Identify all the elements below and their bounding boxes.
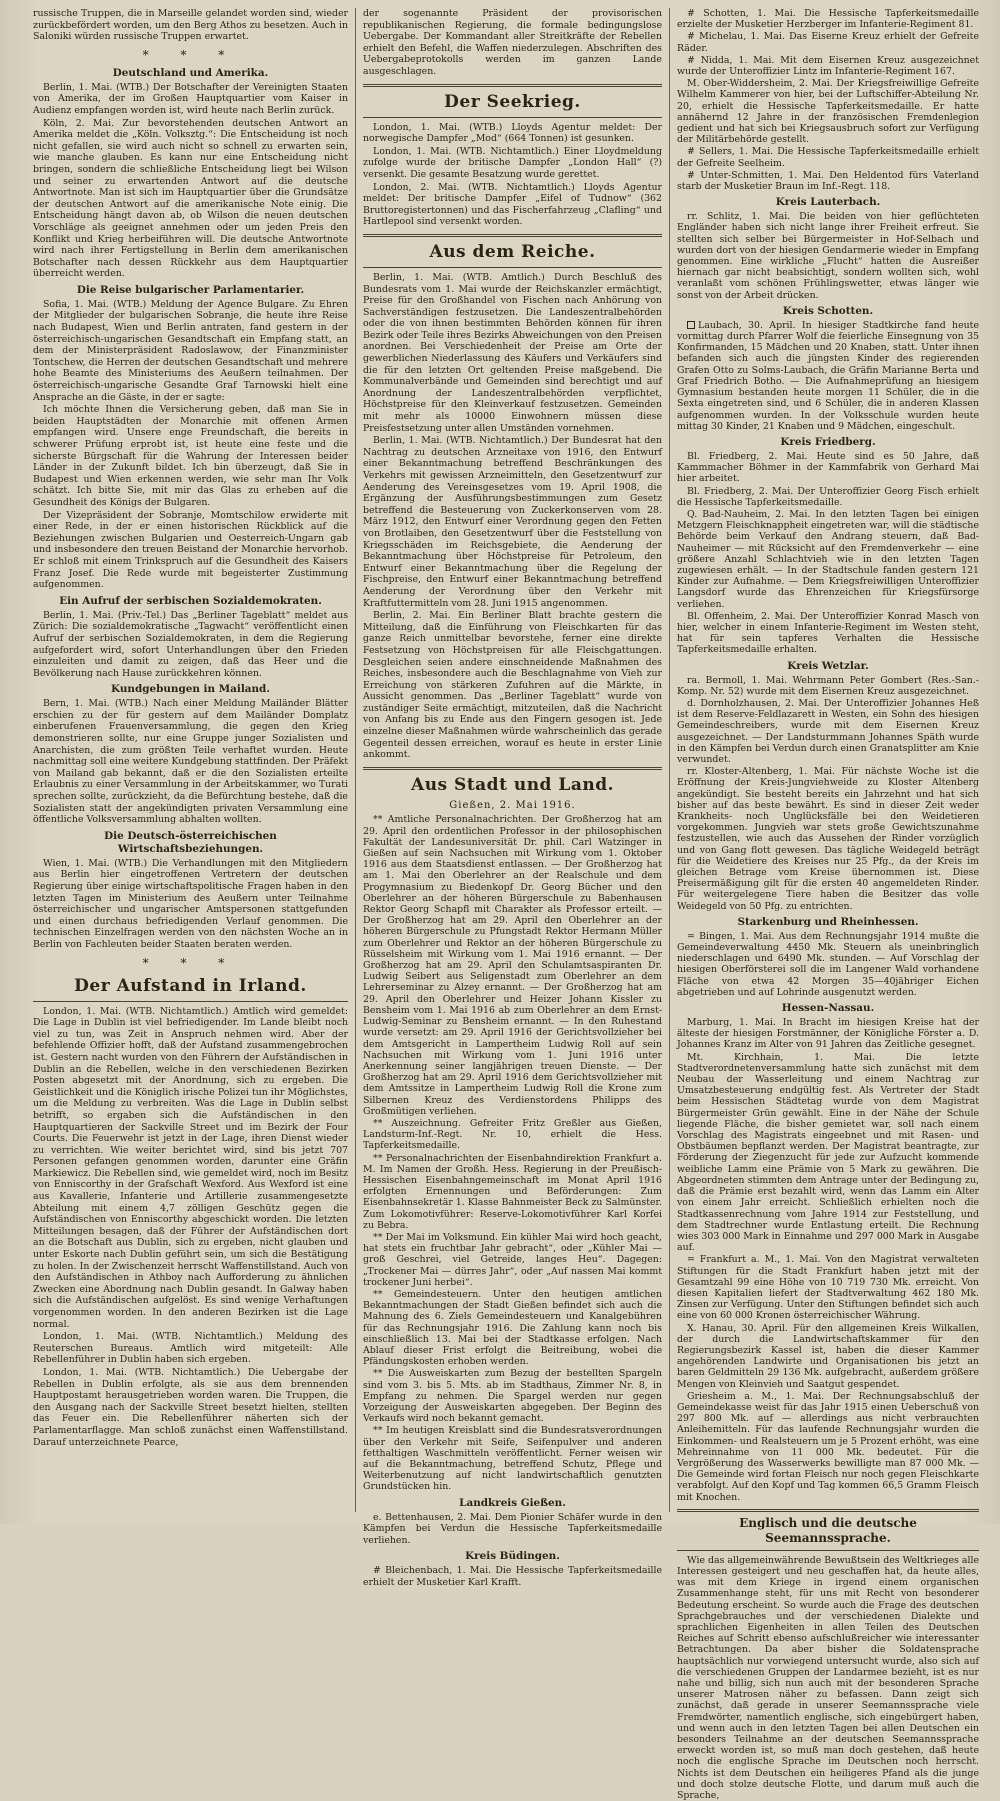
article-paragraph: # Michelau, 1. Mai. Das Eiserne Kreuz erhielt der Gefreite Räder. — [677, 31, 979, 54]
headline-kreis-lauterbach: Kreis Lauterbach. — [775, 196, 881, 209]
article-paragraph: d. Dornholzhausen, 2. Mai. Der Unteroffizier Johannes Heß ist dem Reserve-Feldlazarett in Westen, ein Sohn des hiesigen Gemeindeschreibers, wurde mit dem Eisernen Kreuz ausgezeichnet. — Der Landsturmmann Johannes Späth wurde in den Kämpfen bei Verdun durch einen Granatsplitter am Knie verwundet. — [677, 697, 979, 765]
article-paragraph — [677, 320, 979, 432]
article-paragraph: Ich möchte Ihnen die Versicherung geben, daß man Sie in beiden Hauptstädten der Monarchie mit offenen Armen empfangen wird. Unsere enge Freundschaft, die bereits in schwerer Prüfung erprobt ist, ist heute eine feste und die sicherste Bürgschaft für die Wahrung der Interessen beider Länder in der Zukunft bildet. Ich bin überzeugt, daß Sie in Budapest und Wien erkennen werden, wie sehr man Ihr Volk schätzt. Ich bitte Sie, mit mir das Glas zu erheben auf die Gesundheit des Königs der Bulgaren. — [33, 404, 348, 508]
article-paragraph: ** Der Mai im Volksmund. Ein kühler Mai wird hoch geacht, hat stets ein fruchtbar Jahr gebracht“, oder „Kühler Mai — groß Geschrei, viel Getreide, langes Heu“. Dagegen: „Trockener Mai — dürres Jahr“, oder „Auf nassen Mai kommt trockener Juni herbei“. — [363, 1231, 662, 1288]
article-paragraph: rr. Schlitz, 1. Mai. Die beiden von hier geflüchteten Engländer haben sich nicht lange ihrer Freiheit erfreut. Sie stellten sich selber bei Bürgermeister in Hof-Selbach und wurden dort von der hiesigen Gendarmerie wieder in Empfang genommen. Eine wirkliche „Flucht“ hatten die Ausreißer hiernach gar nicht beabsichtigt, sondern wollten sich, wohl veranlaßt vom schönen Frühlingswetter, etwas länger wie sonst von der Arbeit drücken. — [677, 211, 979, 301]
article-paragraph: London, 2. Mai. (WTB. Nichtamtlich.) Lloyds Agentur meldet: Der britische Dampfer „Eifel of Tudnow“ (362 Bruttoregistertonnen) und das Fischerfahrzeug „Clafling“ und Hartlepool sind versenkt worden. — [363, 181, 662, 228]
article-paragraph: Marburg, 1. Mai. In Bracht im hiesigen Kreise hat der älteste der hiesigen Forstmänner, der Königliche Förster a. D. Johannes Kranz im Alter von 91 Jahren das Zeitliche gesegnet. — [677, 1017, 979, 1051]
article-paragraph: Der Vizepräsident der Sobranje, Momtschilow erwiderte mit einer Rede, in der er einen historischen Rückblick auf die Beziehungen zwischen Bulgarien und Oesterreich-Ungarn gab und insbesondere den treuen Beistand der Monarchie hervorhob. Er schloß mit einem Trinkspruch auf die Gesundheit des Kaisers Franz Josef. Die Rede wurde mit begeisterter Zustimmung aufgenommen. — [33, 509, 348, 591]
headline-rule — [363, 117, 662, 118]
article-paragraph: Wien, 1. Mai. (WTB.) Die Verhandlungen mit den Mitgliedern aus Berlin hier eingetroffenen Vertretern der deutschen Regierung über einige wirtschaftspolitische Fragen haben in den letzten Tagen im Ministerium des Aeußern unter Teilnahme österreichischer und ungarischer Amtspersonen stattgefunden und einen durchaus befriedigenden Verlauf genommen. Die technischen Einzelfragen werden von den nächsten Woche an in Berlin von Fachleuten beider Staaten beraten werden. — [33, 857, 348, 950]
article-paragraph: = Bingen, 1. Mai. Aus dem Rechnungsjahr 1914 mußte die Gemeindeverwaltung 4450 Mk. Steuern als uneinbringlich niederschlagen und 6490 Mk. stunden. — Auf Vorschlag der hiesigen Oberförsterei soll die im Langener Wald vorhandene Fläche von etwa 42 Morgen 35—40jähriger Eichen abgetrieben und auf Lohrinde ausgenutzt werden. — [677, 930, 979, 998]
section-divider-stars: * * * — [142, 955, 239, 970]
column-1 — [26, 8, 356, 1512]
column-3 — [670, 8, 986, 1801]
article-paragraph: # Unter-Schmitten, 1. Mai. Den Heldentod fürs Vaterland starb der Musketier Braun im Inf.-Regt. 118. — [677, 169, 979, 193]
article-paragraph: Bl. Friedberg, 2. Mai. Der Unteroffizier Georg Fisch erhielt die Hessische Tapferkeitsmedaille. — [677, 485, 979, 508]
article-paragraph: London, 1. Mai. (WTB. Nichtamtlich.) Amtlich wird gemeldet: Die Lage in Dublin ist viel befriedigender. Im Lande bleibt noch viel zu tun, was Zeit in Anspruch nehmen wird. Aber der befehlende Offizier hofft, daß der Aufstand zusammengebrochen ist. Gestern nacht wurden von den Führern der Aufständischen in Dublin an die Rebellen, welche in den verschiedenen Bezirken Posten abgesetzt mit der Anordnung, sich zu ergeben. Die Geistlichkeit und die Königlich irische Polizei tun ihr Möglichstes, um die Meldung zu verbreiten. Was die Lage in Dublin selbst betrifft, so ergaben sich die Aufständischen in den Hauptquartieren der Sackville Street und im Bezirk der Four Courts. Die Feuerwehr ist jetzt in der Lage, ihren Dienst wieder zu verrichten. Wie weiter berichtet wird, sind bis jetzt 707 Personen gefangen genommen worden, darunter eine Gräfin Markiewicz. Die Rebellen sind, wie gemeldet wird, noch im Besitz von Enniscorthy in der Grafschaft Wexford. Aus Wexford ist eine aus Kavallerie, Infanterie und Artillerie zusammengesetzte Abteilung mit einem 4,7 zölligen Geschütz gegen die Aufständischen von Enniscorthy abgeschickt worden. Die letzten Mitteilungen besagen, daß der Führer der Aufständischen dort an die Botschaft aus Dublin, sich zu ergeben, nicht glauben und unter Eskorte nach Dublin geführt sein, um sich die Bestätigung zu holen. In der Zwischenzeit herrscht Waffenstillstand. Auch von den Aufständischen in Athboy nach Aufforderung zu ähnlichen Zwecken eine Abordnung nach Dublin gesandt. In Galway haben sich die Aufständischen aufgelöst. Es sind wenige Verhaftungen vorgenommen worden. In den anderen Bezirken ist die Lage normal. — [33, 1005, 348, 1330]
headline-kundgebungen-mailand: Kundgebungen in Mailand. — [111, 683, 270, 696]
article-paragraph: Q. Bad-Nauheim, 2. Mai. In den letzten Tagen bei einigen Metzgern Fleischknappheit eingetreten war, will die städtische Behörde beim Verkauf den Andrang steuern, daß Bad-Nauheimer — mit Rücksicht auf den Fremdenverkehr — eine größere Anzahl Schlachtvieh wie in den letzten Tagen zugewiesen erhält. — In der Stadtschule fanden gestern 121 Kinder zur Aufnahme. — Dem Kriegsfreiwilligen Unteroffizier Langsdorf wurde das Ehrenzeichen für Kriegsfürsorge verliehen. — [677, 508, 979, 610]
headline-seekrieg: Der Seekrieg. — [444, 91, 581, 112]
article-paragraph: Wie das allgemeinwährende Bewußtsein des Weltkrieges alle Interessen gesteigert und neu geschaffen hat, da heute alles, was mit dem Kriege in irgend einem organischen Zusammenhange steht, für uns mit Recht von besonderer Bedeutung erscheint. So wurde auch die Frage des deutschen Sprachgebrauches und der verschiedenen Dialekte und sprachlichen Eigenheiten in allen Teilen des Deutschen Reiches auf Schritt ebenso aufschlußreicher wie interessanter Betrachtungen. Da aber bisher die Soldatensprache hauptsächlich nur vorwiegend untersucht wurde, also sich auf die verschiedenen Gruppen der Landarmee bezieht, ist es nur nahe und billig, sich nun auch mit der besonderen Sprache unserer Matrosen näher zu befassen. Dann zeigt sich zunächst, daß gerade in unserer Seemannssprache viele Fremdwörter, namentlich englische, sich eingebürgert haben, und wenn auch in den letzten Tagen bei allen Deutschen ein besonders Teilnahme an der deutschen Seemannssprache erweckt worden ist, so muß man doch gestehen, daß heute noch die englische Sprache im Deutschen noch herrscht. Nichts ist dem Deutschen ein heiligeres Pfand als die junge und doch stolze deutsche Flotte, und darum muß auch die Sprache, — [677, 1554, 979, 1801]
headline-aufstand-irland: Der Aufstand in Irland. — [74, 975, 307, 996]
section-rule — [363, 234, 662, 237]
headline-kreis-wetzlar: Kreis Wetzlar. — [787, 659, 869, 672]
headline-hessen-nassau: Hessen-Nassau. — [781, 1002, 875, 1015]
headline-deutschland-amerika: Deutschland und Amerika. — [112, 66, 269, 79]
article-paragraph: Griesheim a. M., 1. Mai. Der Rechnungsabschluß der Gemeindekasse weist für das Jahr 1915 einen Ueberschuß von 297 800 Mk. auf — allerdings aus nicht verbrauchten Anleihemitteln. Für das laufende Rechnungsjahr wurden die Einkommen- und Realsteuern um je 5 Prozent erhöht, was eine Mehreinnahme von 11 000 Mk. bedeutet. Für die Vergrößerung des Wasserwerks bewilligte man 87 000 Mk. — Die Gemeinde wird fortan Fleisch nur noch gegen Fleischkarte verabfolgt. Auf den Kopf und Tag kommen 66,5 Gramm Fleisch mit Knochen. — [677, 1390, 979, 1503]
headline-aus-dem-reiche: Aus dem Reiche. — [429, 241, 596, 262]
article-paragraph: e. Bettenhausen, 2. Mai. Dem Pionier Schäfer wurde in den Kämpfen bei Verdun die Hessische Tapferkeitsmedaille verliehen. — [363, 1511, 662, 1546]
headline-landkreis-giessen: Landkreis Gießen. — [459, 1496, 566, 1509]
box-marker-icon — [687, 321, 695, 329]
dateline: Gießen, 2. Mai 1916. — [449, 799, 576, 811]
column-2 — [356, 8, 670, 1588]
article-paragraph: Berlin, 2. Mai. Ein Berliner Blatt brachte gestern die Mitteilung, daß die Einführung von Fleischkarten für das ganze Reich unmittelbar bevorstehe, ferner eine direkte Festsetzung von Höchstpreisen für alle Fleischgattungen. Desgleichen seien andere einschneidende Maßnahmen des Reiches, insbesondere auch die Beschlagnahme von Vieh zur Erreichung von stärkeren Zufuhren auf die Märkte, in Aussicht genommen. Das „Berliner Tageblatt“ wurde von zuständiger Seite ermächtigt, mitzuteilen, daß die Nachricht von Anfang bis zu Ende aus den Fingern gesogen ist. Jede einzelne dieser Maßnahmen würde wahrscheinlich das gerade Gegenteil dessen erreichen, worauf es heute in erster Linie ankommt. — [363, 610, 662, 761]
article-paragraph: ** Personalnachrichten der Eisenbahndirektion Frankfurt a. M. Im Namen der Großh. Hess. Regierung in der Preußisch-Hessischen Eisenbahngemeinschaft im Monat April 1916 erfolgten Ernennungen und Beförderungen: Zum Eisenbahnsekretär 1. Klasse Bahnmeister Beck zu Salmünster. Zum Lokomotivführer: Reserve-Lokomotivführer Karl Korfei zu Bebra. — [363, 1152, 662, 1231]
article-paragraph: London, 1. Mai. (WTB. Nichtamtlich.) Meldung des Reuterschen Bureaus. Amtlich wird mitgeteilt: Alle Rebellenführer in Dublin haben sich ergeben. — [33, 1331, 348, 1366]
headline-rule — [363, 267, 662, 268]
article-paragraph: ** Im heutigen Kreisblatt sind die Bundesratsverordnungen über den Verkehr mit Seife, Seifenpulver und anderen fetthaltigen Waschmitteln veröffentlicht. Ferner weisen wir auf die Bekanntmachung, betreffend Schutz, Pflege und Weiterbenutzung auf nicht landwirtschaftlich genutzten Grundstücken hin. — [363, 1425, 662, 1493]
article-paragraph: ** Die Ausweiskarten zum Bezug der bestellten Spargeln sind vom 3. bis 5. Mts. ab im Stadthaus, Zimmer Nr. 8, in Empfang zu nehmen. Die Spargel werden nur gegen Vorzeigung der Ausweiskarten abgegeben. Der Beginn des Verkaufs wird noch bekannt gemacht. — [363, 1368, 662, 1425]
article-paragraph: London, 1. Mai. (WTB.) Lloyds Agentur meldet: Der norwegische Dampfer „Mod“ (664 Tonnen) ist gesunken. — [363, 121, 662, 145]
headline-starkenburg-rheinhessen: Starkenburg und Rheinhessen. — [737, 915, 919, 928]
article-paragraph: Bl. Friedberg, 2. Mai. Heute sind es 50 Jahre, daß Kammmacher Böhmer in der Kammfabrik von Gerhard Mai hier arbeitet. — [677, 450, 979, 485]
headline-wirtschaftsbeziehungen: Die Deutsch-österreichischen Wirtschaftsbeziehungen. — [104, 829, 277, 855]
article-paragraph: # Schotten, 1. Mai. Die Hessische Tapferkeitsmedaille erzielte der Musketier Herzberger im Infanterie-Regiment 81. — [677, 8, 979, 31]
headline-bulgarische-parlamentarier: Die Reise bulgarischer Parlamentarier. — [76, 283, 305, 296]
article-paragraph: # Bleichenbach, 1. Mai. Die Hessische Tapferkeitsmedaille erhielt der Musketier Karl Krafft. — [363, 1565, 662, 1588]
article-paragraph: M. Ober-Widdersheim, 2. Mai. Der Kriegsfreiwillige Gefreite Wilhelm Kammerer von hier, bei der Luftschiffer-Abteilung Nr. 20, erhielt die Hessische Tapferkeitsmedaille. Er hatte annähernd 12 Jahre in der französischen Fremdenlegion gedient und hat sich bei Kriegsausbruch sofort zur Verfügung der Militärbehörde gestellt. — [677, 78, 979, 146]
section-rule — [363, 84, 662, 87]
article-paragraph: Berlin, 1. Mai. (WTB. Amtlich.) Durch Beschluß des Bundesrats vom 1. Mai wurde der Reichskanzler ermächtigt, Preise für den Großhandel von Fischen nach Anhörung von Sachverständigen festzusetzen. Die Landeszentralbehörden oder die von ihnen bestimmten Behörden können für ihren Bezirk oder Teile ihres Bezirks Abweichungen von den Preisen anordnen. Bei Verschiedenheit der Preise am Orte der gewerblichen Niederlassung des Käufers und Verkäufers sind die für den letzten Ort geltenden Preise maßgebend. Die Kommunalverbände und Gemeinden sind berechtigt und auf Anordnung der Landeszentralbehörden verpflichtet, Höchstpreise für den Kleinverkauf festzusetzen. Gemeinden mit mehr als 10000 Einwohnern müssen diese Preisfestsetzung unter allen Umständen vornehmen. — [363, 271, 662, 434]
headline-kreis-schotten: Kreis Schotten. — [782, 304, 874, 317]
section-divider-stars: * * * — [142, 47, 239, 62]
article-paragraph: X. Hanau, 30. April. Für den allgemeinen Kreis Wilkallen, der durch die Landwirtschaftskammer für den Regierungsbezirk Kassel ist, haben die dieser Kammer angehörenden Landwirte und Organisationen bis jetzt an baren Geldmitteln 29 136 Mk. aufgebracht, außerdem größere Mengen von Kleinvieh und Saatgut gespendet. — [677, 1322, 979, 1390]
article-paragraph: rr. Kloster-Altenberg, 1. Mai. Für nächste Woche ist die Eröffnung der Kreis-Jungviehweide zu Kloster Altenberg angekündigt. Sie besteht bereits ein Jahrzehnt und hat sich bisher auf das beste bewährt. Es sind in dieser Zeit weder Krankheits- noch Unglücksfälle bei den Weidetieren vorgekommen. Jungvieh war stets große Gewichtszunahme festzustellen, wie auch das Aussehen der Rinder vorzüglich und von Gang flott gewesen. Das tägliche Weidegeld beträgt für die Weidetiere des Kreises nur 25 Pfg., da der Kreis im gleichen Betrage vom Kreise übernommen ist. Diese Preisermäßigung gilt für die ersten 40 angemeldeten Rinder. Für weitergelegene Tiere haben die Besitzer das volle Weidegeld von 50 Pfg. zu entrichten. — [677, 766, 979, 912]
article-paragraph: Köln, 2. Mai. Zur bevorstehenden deutschen Antwort an Amerika meldet die „Köln. Volksztg.“: Die Entscheidung ist noch nicht gefallen, sie wird auch nicht so schnell zu erwarten sein, wie manche glauben. Es kann nur eine Entscheidung nicht bringen, sondern die schließliche Entscheidung liegt bei Wilson und seiner zu erwartenden Antwort auf die deutsche Antwortnote. Man ist sich im Hauptquartier über die Grundsätze der deutschen Antwort auf die amerikanische Note einig. Die Entscheidung hängt davon ab, ob Wilson die neuen deutschen Vorschläge als geeignet annehmen oder um jeden Preis den Konflikt und Krieg herbeiführen will. Die deutsche Antwortnote wird nach ihrer Fertigstellung in Berlin dem amerikanischen Botschafter nach dessen Rückkehr aus dem Hauptquartier überreicht werden. — [33, 117, 348, 280]
headline-seemannssprache: Englisch und die deutsche Seemannssprache. — [739, 1515, 917, 1545]
article-text: Laubach, 30. April. In hiesiger Stadtkirche fand heute vormittag durch Pfarrer Wolf die feierliche Einsegnung von 35 Konfirmanden, 15 Mädchen und 20 Knaben, statt. Unter ihnen befanden sich auch die jüngsten Kinder des regierenden Grafen Otto zu Solms-Laubach, die Gräfin Marianne Berta und Graf Friedrich Botho. — Die Aufnahmeprüfung an hiesigem Gymnasium bestanden heute morgen 11 Schüler, die in die Sexta eingetreten sind, und 6 Schüler, die in anderen Klassen aufgenommen wurden. In der Volksschule wurden heute mittag 30 Kinder, 21 Knaben und 9 Mädchen, eingeschult. — [677, 319, 979, 432]
article-paragraph: # Nidda, 1. Mai. Mit dem Eisernen Kreuz ausgezeichnet wurde der Unteroffizier Lintz im Infanterie-Regiment 167. — [677, 54, 979, 78]
article-paragraph: Bl. Offenheim, 2. Mai. Der Unteroffizier Konrad Masch von hier, welcher in einem Infanterie-Regiment im Westen steht, hat für sein tapferes Verhalten die Hessische Tapferkeitsmedaille erhalten. — [677, 610, 979, 656]
article-paragraph: Berlin, 1. Mai. (WTB.) Der Botschafter der Vereinigten Staaten von Amerika, der im Großen Hauptquartier vom Kaiser in Audienz empfangen worden ist, wird heute nach Berlin zurück. — [33, 81, 348, 116]
headline-serbische-sozialdemokraten: Ein Aufruf der serbischen Sozialdemokraten. — [59, 594, 322, 607]
article-paragraph: ** Amtliche Personalnachrichten. Der Großherzog hat am 29. April den ordentlichen Professor in der philosophischen Fakultät der Landesuniversität Dr. phil. Carl Watzinger in Gießen auf sein Nachsuchen mit Wirkung vom 1. Oktober 1916 aus dem Staatsdienst entlassen. — Der Großherzog hat am 1. Mai den Oberlehrer an der Realschule und dem Progymnasium zu Biedenkopf Dr. Georg Bücher und den Oberlehrer an der höheren Bürgerschule zu Babenhausen Rektor Georg Schapfl mit Charakter als Professor erteilt. — Der Großherzog hat am 29. April den Oberlehrer an der höheren Bürgerschule zu Pfungstadt Rektor Hermann Müller zum Oberlehrer und Rektor an der höheren Bürgerschule zu Rüsselsheim mit Wirkung vom 1. Mai 1916 ernannt. — Der Großherzog hat am 29. April den Schulamtsaspiranten Dr. Ludwig Seibert aus Seligenstadt zum Oberlehrer an dem Lehrerseminar zu Alzey ernannt. — Der Großherzog hat am 29. April den Oberlehrer und Heizer Johann Kissler zu Bensheim vom 1. Mai 1916 ab zum Oberlehrer an dem Ernst-Ludwig-Seminar zu Bensheim ernannt. — In den Ruhestand wurde versetzt: am 29. April 1916 der Gerichtsvollzieher bei dem Amtsgericht in Lampertheim Ludwig Roll auf sein Nachsuchen mit Wirkung vom 1. Juni 1916 unter Anerkennung seiner langjährigen treuen Dienste. — Der Großherzog hat am 29. April 1916 dem Gerichtsvollzieher mit dem Amtssitze in Lampertheim Ludwig Roll die Krone zum Silbernen Kreuz des Verdienstordens Philipps des Großmütigen verliehen. — [363, 814, 662, 1117]
section-rule — [677, 1509, 979, 1512]
article-paragraph: Berlin, 1. Mai. (Priv.-Tel.) Das „Berliner Tageblatt“ meldet aus Zürich: Die sozialdemokratische „Tagwacht“ veröffentlicht einen Aufruf der serbischen Sozialdemokraten, in dem die Regierung aufgefordert wird, sofort Unterhandlungen über den Frieden einzuleiten und damit zu zeigen, daß das Heer und die Bevölkerung nach Hause zurückkehren können. — [33, 609, 348, 679]
article-paragraph: ra. Bermoll, 1. Mai. Wehrmann Peter Gombert (Res.-San.-Komp. Nr. 52) wurde mit dem Eisernen Kreuz ausgezeichnet. — [677, 674, 979, 697]
article-paragraph: Sofia, 1. Mai. (WTB.) Meldung der Agence Bulgare. Zu Ehren der Mitglieder der bulgarischen Sobranje, die heute ihre Reise nach Budapest, Wien und Berlin antraten, fand gestern in der österreichisch-ungarischen Gesandtschaft ein Empfang statt, an dem der Ministerpräsident Radoslawow, der Finanzminister Tontschew, die Herren der deutschen Gesandtschaft und mehrere hohe Beamte des Ministeriums des Aeußern teilnahmen. Der österreichisch-ungarische Gesandte Graf Tarnowski hielt eine Ansprache an die Gäste, in der er sagte: — [33, 298, 348, 403]
headline-kreis-friedberg: Kreis Friedberg. — [780, 435, 876, 448]
article-paragraph: Mt. Kirchhain, 1. Mai. Die letzte Stadtverordnetenversammlung hatte sich zunächst mit dem Neubau der Wasserleitung und einem Nachtrag zur Umsatzbesteuerung endgültig fest. Als Vertreter der Stadt beim Hessischen Städtetag wurde von dem Magistrat Bürgermeister Grün gewählt. Eine in der Nähe der Schule liegende Fläche, die bisher gemietet war, soll nach einem Vorschlag des Magistrats eingeebnet und mit Rasen- und Obstbäumen bepflanzt werden. Der Magistrat beantragte, zur Förderung der Ziegenzucht für jede zur Aufzucht kommende weibliche Lamm eine Prämie von 5 Mark zu gewähren. Die Abgeordneten stimmten dem Antrage unter der Bedingung zu, daß die Prämie erst bezahlt wird, wenn das Lamm ein Alter von einem Jahr erreicht. Schließlich erhielten noch die Stadtkassenrechnung vom Jahre 1914 zur Feststellung, und dem Stadtrechner wurde Entlastung erteilt. Die Rechnung wies 303 000 Mark in Einnahme und 297 000 Mark in Ausgabe auf. — [677, 1051, 979, 1254]
article-paragraph: London, 1. Mai. (WTB. Nichtamtlich.) Die Uebergabe der Rebellen in Dublin erfolgte, als sie aus dem brennenden Hauptpostamt herausgetrieben worden waren. Die Truppen, die den Ausgang nach der Sackville Street besetzt hielten, stellten das Feuer ein. Die Rebellenführer näherten sich der Parlamentarflagge. Man schloß zunächst einen Waffenstillstand. Darauf unterzeichnete Pearce, — [33, 1366, 348, 1448]
article-paragraph: Bern, 1. Mai. (WTB.) Nach einer Meldung Mailänder Blätter erschien zu der für gestern auf dem Mailänder Domplatz einberufenen Frauenversammlung, die gegen den Krieg demonstrieren sollte, nur eine Gruppe junger Sozialisten und Anarchisten, die zum größten Teile verhaftet wurden. Heute nachmittag soll eine weitere Kundgebung stattfinden. Der Präfekt von Mailand gab bekannt, daß er die den Sozialisten erteilte Erlaubnis zu einer Versammlung in der Arbeitskammer, wo Turati sprechen sollte, zurückzieht, da die Befürchtung bestehe, daß die Sozialisten statt der angekündigten privaten Versammlung eine öffentliche Volksversammlung abhalten wollten. — [33, 698, 348, 826]
article-paragraph: ** Auszeichnung. Gefreiter Fritz Greßler aus Gießen, Landsturm-Inf.-Regt. Nr. 10, erhielt die Hess. Tapferkeitsmedaille. — [363, 1117, 662, 1152]
headline-kreis-buedingen: Kreis Büdingen. — [465, 1550, 560, 1563]
article-paragraph: London, 1. Mai. (WTB. Nichtamtlich.) Einer Lloydmeldung zufolge wurde der britische Dampfer „London Hall“ (?) versenkt. Die gesamte Besatzung wurde gerettet. — [363, 145, 662, 180]
column-2-intro: der sogenannte Präsident der provisorischen republikanischen Regierung, die formale bedingungslose Uebergabe. Der Kommandant aller Streitkräfte der Rebellen erhielt den Befehl, die Waffen niederzulegen. Abschriften des Uebergabeprotokolls werden im ganzen Lande ausgeschlagen. — [363, 8, 662, 77]
column-1-intro: russische Truppen, die in Marseille gelandet worden sind, wieder zurückbefördert worden, um den Berg Athos zu besetzen. Auch in Saloniki würden russische Truppen erwartet. — [33, 8, 348, 43]
headline-rule — [33, 1001, 348, 1002]
headline-aus-stadt-und-land: Aus Stadt und Land. — [411, 774, 614, 795]
article-paragraph: Berlin, 1. Mai. (WTB. Nichtamtlich.) Der Bundesrat hat den Nachtrag zu deutschen Arzneitaxe von 1916, den Entwurf einer Bekanntmachung betreffend Beschränkungen des Verkehrs mit gewissen Arzneimitteln, den Gesetzentwurf zur Aenderung des Vereinsgesetzes vom 19. April 1908, die Ergänzung der Ausführungsbestimmungen zum Gesetz betreffend die Besteuerung von Zuckerkonserven vom 28. März 1912, den Entwurf einer Verordnung gegen den Fetten von Brotlaiben, den Gesetzentwurf über die Feststellung von Kriegsschäden im Reichsgebiete, die Aenderung der Bekanntmachung über Höchstpreise für Petroleum, den Entwurf einer Bekanntmachung über die Regelung der Fischpreise, den Entwurf einer Bekanntmachung betreffend Aenderung der Verordnung über den Verkehr mit Kraftfuttermitteln vom 28. Juni 1915 angenommen. — [363, 435, 662, 609]
section-rule — [363, 767, 662, 770]
article-paragraph: # Sellers, 1. Mai. Die Hessische Tapferkeitsmedaille erhielt der Gefreite Seelheim. — [677, 146, 979, 169]
headline-rule — [677, 1550, 979, 1551]
article-paragraph: = Frankfurt a. M., 1. Mai. Von den Magistrat verwalteten Stiftungen für die Stadt Frankfurt haben jetzt mit der Gesamtzahl 99 eine Höhe von 10 719 730 Mk. erreicht. Von diesen Kapitalien liefert der Stadtverwaltung 462 180 Mk. Zinsen zur Verfügung. Unter den Stiftungen befindet sich auch eine von 60 000 Kronen österreichischer Währung. — [677, 1254, 979, 1322]
article-paragraph: ** Gemeindesteuern. Unter den heutigen amtlichen Bekanntmachungen der Stadt Gießen befindet sich auch die Mahnung des 6. Ziels Gemeindesteuern und Kanalgebühren für das Rechnungsjahr 1916. Die Zahlung kann noch bis einschließlich 13. Mai bei der Stadtkasse erfolgen. Nach Ablauf dieser Frist erfolgt die Beitreibung, wobei die Pfändungskosten erhoben werden. — [363, 1288, 662, 1368]
